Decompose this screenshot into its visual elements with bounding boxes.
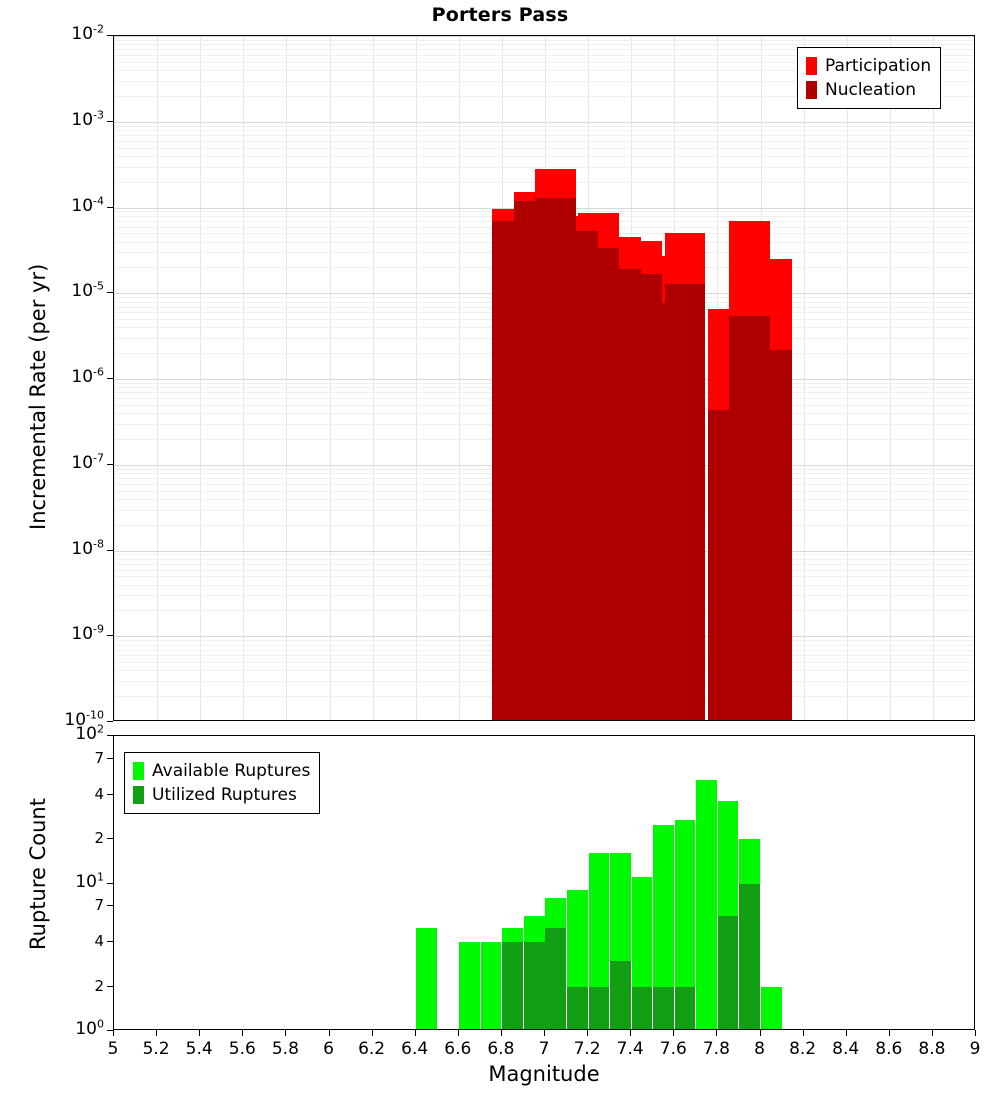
x-tick <box>113 1030 114 1036</box>
legend-item-nucleation[interactable] <box>806 78 931 102</box>
x-tick-label: 6.8 <box>487 1039 515 1059</box>
legend-swatch-nucleation <box>806 81 817 99</box>
x-tick <box>846 1030 847 1036</box>
bar-utilized-ruptures <box>718 916 739 1030</box>
y-tick-label-top: $10^{-7}$ <box>71 451 104 473</box>
x-tick-label: 8.4 <box>832 1039 860 1059</box>
y-tick-top <box>107 121 113 122</box>
y-tick-label-top: $10^{-8}$ <box>71 536 104 559</box>
y-tick-bottom <box>107 986 113 987</box>
bars-top <box>114 36 974 720</box>
legend-label-utilized: Utilized Ruptures <box>152 785 297 805</box>
legend-label-available: Available Ruptures <box>152 761 311 781</box>
x-tick <box>889 1030 890 1036</box>
x-tick-label: 7.6 <box>659 1039 687 1059</box>
y-tick-top <box>107 378 113 379</box>
x-tick <box>329 1030 330 1036</box>
y-tick-label-top: $10^{-5}$ <box>71 279 104 302</box>
x-tick-label: 8.6 <box>875 1039 903 1059</box>
bar-nucleation <box>665 284 706 722</box>
x-tick-label: 7.4 <box>616 1039 644 1059</box>
y-tick-label-bottom: 2 <box>94 829 104 848</box>
legend-bottom <box>124 752 320 814</box>
x-tick <box>242 1030 243 1036</box>
x-tick-label: 6 <box>323 1039 334 1059</box>
legend-item-utilized-ruptures[interactable] <box>133 783 310 807</box>
incremental-rate-plot <box>113 35 975 721</box>
x-tick <box>716 1030 717 1036</box>
bar-utilized-ruptures <box>675 987 696 1030</box>
y-tick-top <box>107 550 113 551</box>
bar-available-ruptures <box>696 780 717 1030</box>
x-tick <box>458 1030 459 1036</box>
x-tick-label: 8.8 <box>918 1039 946 1059</box>
bar-utilized-ruptures <box>589 987 610 1030</box>
x-tick-label: 8 <box>754 1039 765 1059</box>
x-tick <box>501 1030 502 1036</box>
y-tick-bottom <box>107 758 113 759</box>
y-tick-label-bottom: 7 <box>94 896 104 915</box>
bar-utilized-ruptures <box>653 987 674 1030</box>
x-tick-label: 6.2 <box>358 1039 386 1059</box>
x-tick <box>932 1030 933 1036</box>
bar-utilized-ruptures <box>502 942 523 1030</box>
x-tick-label: 6.6 <box>444 1039 472 1059</box>
y-tick-label-top: $10^{-6}$ <box>71 365 104 387</box>
x-tick-label: 5 <box>107 1039 119 1059</box>
x-tick <box>760 1030 761 1036</box>
x-tick <box>285 1030 286 1036</box>
y-tick-top <box>107 464 113 465</box>
y-tick-bottom <box>107 941 113 942</box>
y-tick-top <box>107 635 113 636</box>
y-tick-top <box>107 292 113 293</box>
x-tick-label: 7.8 <box>702 1039 730 1059</box>
y-tick-label-bottom: 4 <box>94 932 104 951</box>
y-tick-label-bottom: 2 <box>94 976 104 995</box>
x-tick <box>587 1030 588 1036</box>
x-tick-label: 5.2 <box>142 1039 170 1059</box>
legend-label-nucleation: Nucleation <box>825 80 917 100</box>
legend-label-participation: Participation <box>825 56 932 76</box>
y-tick-bottom <box>107 883 113 884</box>
y-tick-bottom <box>107 794 113 795</box>
y-tick-label-top: $10^{-3}$ <box>71 108 104 130</box>
legend-item-available-ruptures[interactable] <box>133 759 310 783</box>
bar-nucleation <box>751 350 792 721</box>
x-tick <box>372 1030 373 1036</box>
bar-utilized-ruptures <box>632 987 653 1030</box>
y-tick-label-top: $10^{-2}$ <box>71 22 104 44</box>
y-tick-label-top: $10^{-9}$ <box>71 622 104 645</box>
x-tick-label: 5.6 <box>228 1039 256 1059</box>
x-tick <box>630 1030 631 1036</box>
legend-swatch-participation <box>806 57 817 75</box>
bar-utilized-ruptures <box>739 884 760 1031</box>
bar-utilized-ruptures <box>610 961 631 1030</box>
x-tick-label: 9 <box>969 1039 981 1059</box>
y-tick-top <box>107 207 113 208</box>
x-tick-label: 5.8 <box>271 1039 299 1059</box>
legend-top <box>797 47 941 109</box>
x-tick-label: 6.4 <box>401 1039 429 1059</box>
bar-available-ruptures <box>481 942 502 1030</box>
x-tick <box>544 1030 545 1036</box>
page-title: Porters Pass <box>431 4 569 26</box>
y-axis-title-bottom: Rupture Count <box>26 798 50 950</box>
x-axis-title: Magnitude <box>488 1062 600 1086</box>
y-tick-label-bottom: $10^1$ <box>75 869 104 892</box>
legend-swatch-available <box>133 762 144 780</box>
bar-utilized-ruptures <box>524 942 545 1030</box>
y-tick-label-top: $10^{-4}$ <box>71 193 104 216</box>
y-tick-top <box>107 721 113 722</box>
y-tick-label-bottom: 4 <box>94 784 104 803</box>
legend-item-participation[interactable] <box>806 54 931 78</box>
bar-utilized-ruptures <box>545 928 566 1030</box>
y-tick-label-bottom: $10^0$ <box>75 1017 104 1039</box>
y-tick-bottom <box>107 735 113 736</box>
x-tick <box>199 1030 200 1036</box>
x-tick-label: 5.4 <box>185 1039 213 1059</box>
y-tick-label-bottom: $10^2$ <box>75 722 104 744</box>
y-tick-label-bottom: 7 <box>94 748 104 767</box>
y-tick-bottom <box>107 905 113 906</box>
x-tick <box>156 1030 157 1036</box>
bar-available-ruptures <box>459 942 480 1030</box>
x-tick-label: 8.2 <box>789 1039 817 1059</box>
legend-swatch-utilized <box>133 786 144 804</box>
x-tick <box>975 1030 976 1036</box>
x-tick-label: 7 <box>538 1039 550 1059</box>
x-tick <box>673 1030 674 1036</box>
y-tick-top <box>107 35 113 36</box>
bar-utilized-ruptures <box>567 987 588 1030</box>
y-tick-label-top: $10^{-10}$ <box>64 708 104 730</box>
x-tick <box>415 1030 416 1036</box>
x-tick <box>803 1030 804 1036</box>
bar-available-ruptures <box>416 928 437 1030</box>
x-tick-label: 7.2 <box>573 1039 601 1059</box>
bar-available-ruptures <box>761 987 782 1030</box>
y-axis-title-top: Incremental Rate (per yr) <box>26 263 50 530</box>
y-tick-bottom <box>107 838 113 839</box>
